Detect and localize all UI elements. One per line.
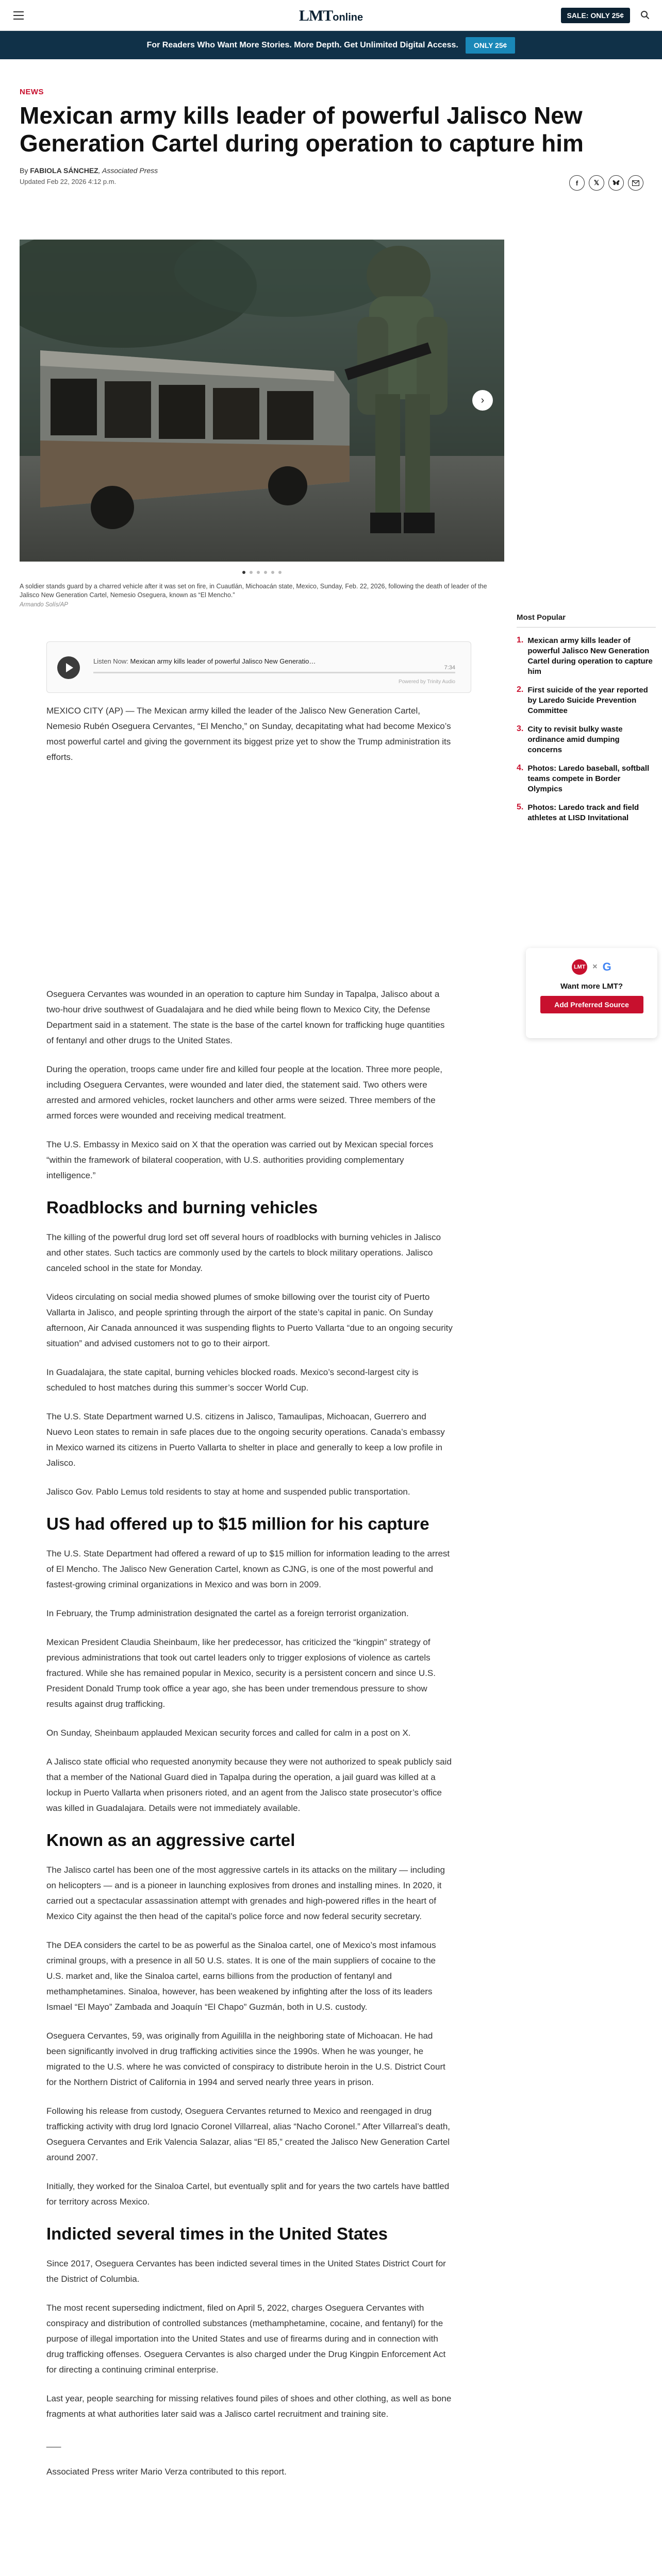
most-popular-link[interactable]: Photos: Laredo baseball, softball teams compete in Border Olympics [527,764,650,793]
carousel-dot[interactable] [271,571,274,574]
most-popular-item[interactable] [517,803,656,823]
listen-label [93,657,316,665]
listen-title: Mexican army kills leader of powerful Jalisco New Generatio… [130,657,316,665]
caption-text: A soldier stands guard by a charred vehicle after it was set on fire, in Cuautlán, Michoacán state, Mexico, Sunday, Feb. 22, 2026, following the death of leader of the Jalisco New Generation Cartel, Nemesio Oseguera, known as “El Mencho.” [20,583,487,599]
carousel-dot[interactable] [278,571,282,574]
sale-button[interactable]: SALE: ONLY 25¢ [561,8,631,23]
article-paragraph: Videos circulating on social media showed plumes of smoke billowing over the tourist city of Puerto Vallarta in Jalisco, and people sprinting through the airport of the state’s capital in panic. On Sunday afternoon, Air Canada announced it was suspending flights to Puerto Vallarta “due to an ongoing security situation” and advised customers not to go to their airport. [46,1292,453,1348]
article-paragraph: The U.S. Embassy in Mexico said on X that the operation was carried out by Mexican special forces “within the framework of bilateral cooperation, with U.S. authorities providing complementary intelligence.” [46,1140,434,1180]
most-popular-link[interactable]: Photos: Laredo track and field athletes at LISD Invitational [527,803,639,822]
byline-prefix: By [20,166,30,175]
article-body [46,987,454,2493]
share-bar [569,175,643,191]
carousel-dot[interactable] [250,571,253,574]
promo-cta-button[interactable]: ONLY 25¢ [466,37,516,54]
email-icon[interactable] [628,175,643,191]
article-paragraph: The DEA considers the cartel to be as powerful as the Sinaloa cartel, one of Mexico’s most infamous criminal groups, with a presence in all 50 U.S. states. It is one of the main suppliers of cocaine to the U.S. market and, like the Sinaloa cartel, earns billions from the production of fentanyl and methamphetamines. Sinaloa, however, has been weakened by infighting after the loss of its leaders Ismael “El Mayo” Zambada and Joaquín “El Chapo” Guzmán, both in U.S. custody. [46,1940,436,2012]
article-paragraph: The U.S. State Department warned U.S. citizens in Jalisco, Tamaulipas, Michoacan, Guerrero and Nuevo Leon states to remain in safe places due to the ongoing security operations. Canada’s embassy in Mexico warned its citizens in Puerto Vallarta to shelter in place and generally to keep a low profile in Jalisco. [46,1412,445,1468]
preferred-source-logos [526,959,657,975]
article-paragraph: The killing of the powerful drug lord set off several hours of roadblocks with burning vehicles in Jalisco and other states. Such tactics are commonly used by the cartels to block military operations. Jalisco canceled school in the state for Monday. [46,1232,441,1273]
section-heading: Indicted several times in the United States [46,2224,388,2243]
most-popular-link[interactable]: City to revisit bulky waste ordinance amid dumping concerns [527,725,623,754]
section-heading: Roadblocks and burning vehicles [46,1198,318,1217]
most-popular-rank: 5. [517,803,524,811]
article-paragraph: Last year, people searching for missing relatives found piles of shoes and other clothing, as well as bone fragments at what authorities later said was a Jalisco cartel recruitment and training site. [46,2394,452,2419]
google-logo-icon: G [602,960,611,973]
most-popular-item[interactable] [517,636,656,677]
photo-caption [20,582,489,609]
site-logo[interactable] [299,7,363,25]
audio-duration: 7:34 [444,665,455,671]
lmt-logo-icon: LMT [572,959,587,975]
hero-image[interactable] [20,240,504,562]
article-paragraph: MEXICO CITY (AP) — The Mexican army killed the leader of the Jalisco New Generation Cartel, Nemesio Rubén Oseguera Cervantes, “El Mencho,” on Sunday, decapitating what had become Mexico’s most powerful cartel and giving the government its biggest prize yet to show the Trump administration its efforts. [46,706,451,762]
audio-player [46,641,471,693]
facebook-icon[interactable]: f [569,175,585,191]
article-paragraph: In Guadalajara, the state capital, burning vehicles blocked roads. Mexico’s second-largest city is scheduled to host matches during this summer’s soccer World Cup. [46,1367,419,1393]
article-paragraph: Oseguera Cervantes, 59, was originally from Aguililla in the neighboring state of Michoacan. He had been significantly involved in drug trafficking activities since the 1990s. When he was younger, he migrated to the U.S. where he was convicted of conspiracy to distribute heroin in the U.S. District Court for the Northern District of California in 1994 and served nearly three years in prison. [46,2031,445,2087]
article-body-intro [46,703,454,778]
promo-text: For Readers Who Want More Stories. More Depth. Get Unlimited Digital Access. [146,40,458,49]
search-icon[interactable] [640,10,650,20]
article-paragraph: On Sunday, Sheinbaum applauded Mexican security forces and called for calm in a post on X. [46,1728,411,1738]
updated-timestamp: Updated Feb 22, 2026 4:12 p.m. [20,178,117,185]
logo-sub: online [333,12,363,23]
carousel-dot[interactable] [242,571,245,574]
most-popular-rank: 2. [517,685,524,694]
article-paragraph: Jalisco Gov. Pablo Lemus told residents to stay at home and suspended public transportation. [46,1487,410,1497]
most-popular-rank: 3. [517,724,524,733]
carousel-dots [20,571,504,574]
section-heading: US had offered up to $15 million for his capture [46,1514,429,1533]
section-heading: Known as an aggressive cartel [46,1831,295,1850]
carousel-dot[interactable] [257,571,260,574]
bluesky-icon[interactable] [608,175,624,191]
article-header [20,88,643,185]
site-header [0,0,662,31]
article-paragraph: Since 2017, Oseguera Cervantes has been indicted several times in the United States District Court for the District of Columbia. [46,2259,446,2284]
add-preferred-source-button[interactable]: Add Preferred Source [540,996,643,1013]
article-paragraph: During the operation, troops came under fire and killed four people at the location. Three more people, including Oseguera Cervantes, were wounded and later died, the statement said. Two others were arrested and armored vehicles, rocket launchers and other arms were seized. Three members of the armed forces were wounded and receiving medical treatment. [46,1064,442,1121]
carousel-dot[interactable] [264,571,267,574]
preferred-source-card [526,948,657,1038]
play-button[interactable] [57,656,80,679]
most-popular-item[interactable] [517,724,656,755]
times-icon: × [592,962,598,971]
most-popular-title: Most Popular [517,613,656,628]
article-paragraph: Initially, they worked for the Sinaloa Cartel, but eventually split and for years the two cartels have battled for territory across Mexico. [46,2181,450,2207]
most-popular-link[interactable]: First suicide of the year reported by Laredo Suicide Prevention Committee [527,686,648,715]
article-paragraph: Associated Press writer Mario Verza contributed to this report. [46,2467,287,2477]
audio-progress-bar[interactable] [93,672,455,673]
promo-banner [0,31,662,59]
photo-credit: Armando Solís/AP [20,602,68,608]
listen-prefix: Listen Now: [93,657,128,665]
preferred-source-title: Want more LMT? [560,982,623,991]
most-popular-rank: 1. [517,636,524,645]
most-popular-rank: 4. [517,764,524,772]
article-paragraph: Oseguera Cervantes was wounded in an operation to capture him Sunday in Tapalpa, Jalisco about a two-hour drive southwest of Guadalajara and he died while being flown to Mexico City, the Defense Department said in a statement. The state is the base of the cartel known for trafficking huge quantities of fentanyl and other drugs to the United States. [46,989,445,1045]
byline [20,166,643,175]
logo-main: LMT [299,7,333,24]
article-paragraph: The Jalisco cartel has been one of the most aggressive cartels in its attacks on the military — including on helicopters — and is a pioneer in launching explosives from drones and installing mines. In 2020, it carried out a spectacular assassination attempt with grenades and high-powered rifles in the heart of Mexico City against the then head of the capital’s police force and now federal security secretary. [46,1865,445,1921]
section-kicker[interactable]: NEWS [20,88,44,96]
chevron-right-icon: › [481,394,485,406]
most-popular-item[interactable] [517,764,656,794]
article-paragraph: ___ [46,2438,61,2448]
headline: Mexican army kills leader of powerful Jalisco New Generation Cartel during operation to capture him [20,102,584,157]
article-paragraph: Mexican President Claudia Sheinbaum, like her predecessor, has criticized the “kingpin” strategy of previous administrations that took out cartel leaders only to trigger explosions of violence as cartels fractured. While she has remained popular in Mexico, security is a persistent concern and since U.S. President Donald Trump took office a year ago, she has been under tremendous pressure to show results against drug trafficking. [46,1637,436,1709]
hero-photo-illustration [20,240,504,562]
most-popular-item[interactable] [517,685,656,716]
article-paragraph: The U.S. State Department had offered a reward of up to $15 million for information leading to the arrest of El Mencho. The Jalisco New Generation Cartel, known as CJNG, is one of the most powerful and fastest-growing criminal organizations in Mexico and was born in 2009. [46,1549,450,1589]
byline-agency: , Associated Press [98,166,158,175]
article-paragraph: Following his release from custody, Oseguera Cervantes returned to Mexico and reengaged in drug trafficking activity with drug lord Ignacio Coronel Villarreal, alias “Nacho Coronel.” After Villarreal’s death, Oseguera Cervantes and Erik Valencia Salazar, alias “El 85,” created the Jalisco New Generation Cartel around 2007. [46,2106,451,2162]
article-paragraph: A Jalisco state official who requested anonymity because they were not authorized to speak publicly said that a member of the National Guard died in Tapalpa during the operation, a jail guard was killed at a lockup in Puerto Vallarta when prisoners rioted, and an agent from the Jalisco state prosecutor’s office was killed in Guadalajara. Details were not immediately available. [46,1757,452,1813]
audio-powered-by[interactable]: Powered by Trinity Audio [398,679,455,685]
most-popular-sidebar [517,613,656,823]
most-popular-link[interactable]: Mexican army kills leader of powerful Jalisco New Generation Cartel during operation to capture him [527,636,653,676]
menu-icon[interactable] [13,11,24,20]
byline-author[interactable]: FABIOLA SÁNCHEZ [30,166,98,175]
x-icon[interactable]: 𝕏 [589,175,604,191]
carousel-next-button[interactable] [472,390,493,411]
article-paragraph: In February, the Trump administration designated the cartel as a foreign terrorist organization. [46,1608,409,1618]
article-paragraph: The most recent superseding indictment, filed on April 5, 2022, charges Oseguera Cervantes with conspiracy and distribution of controlled substances (methamphetamine, cocaine, and fentanyl) for the purpose of illegal importation into the United States and use of firearms during and in connection with drug trafficking offenses. Oseguera Cervantes is also charged under the Drug Kingpin Enforcement Act for directing a continuing criminal enterprise. [46,2303,446,2375]
